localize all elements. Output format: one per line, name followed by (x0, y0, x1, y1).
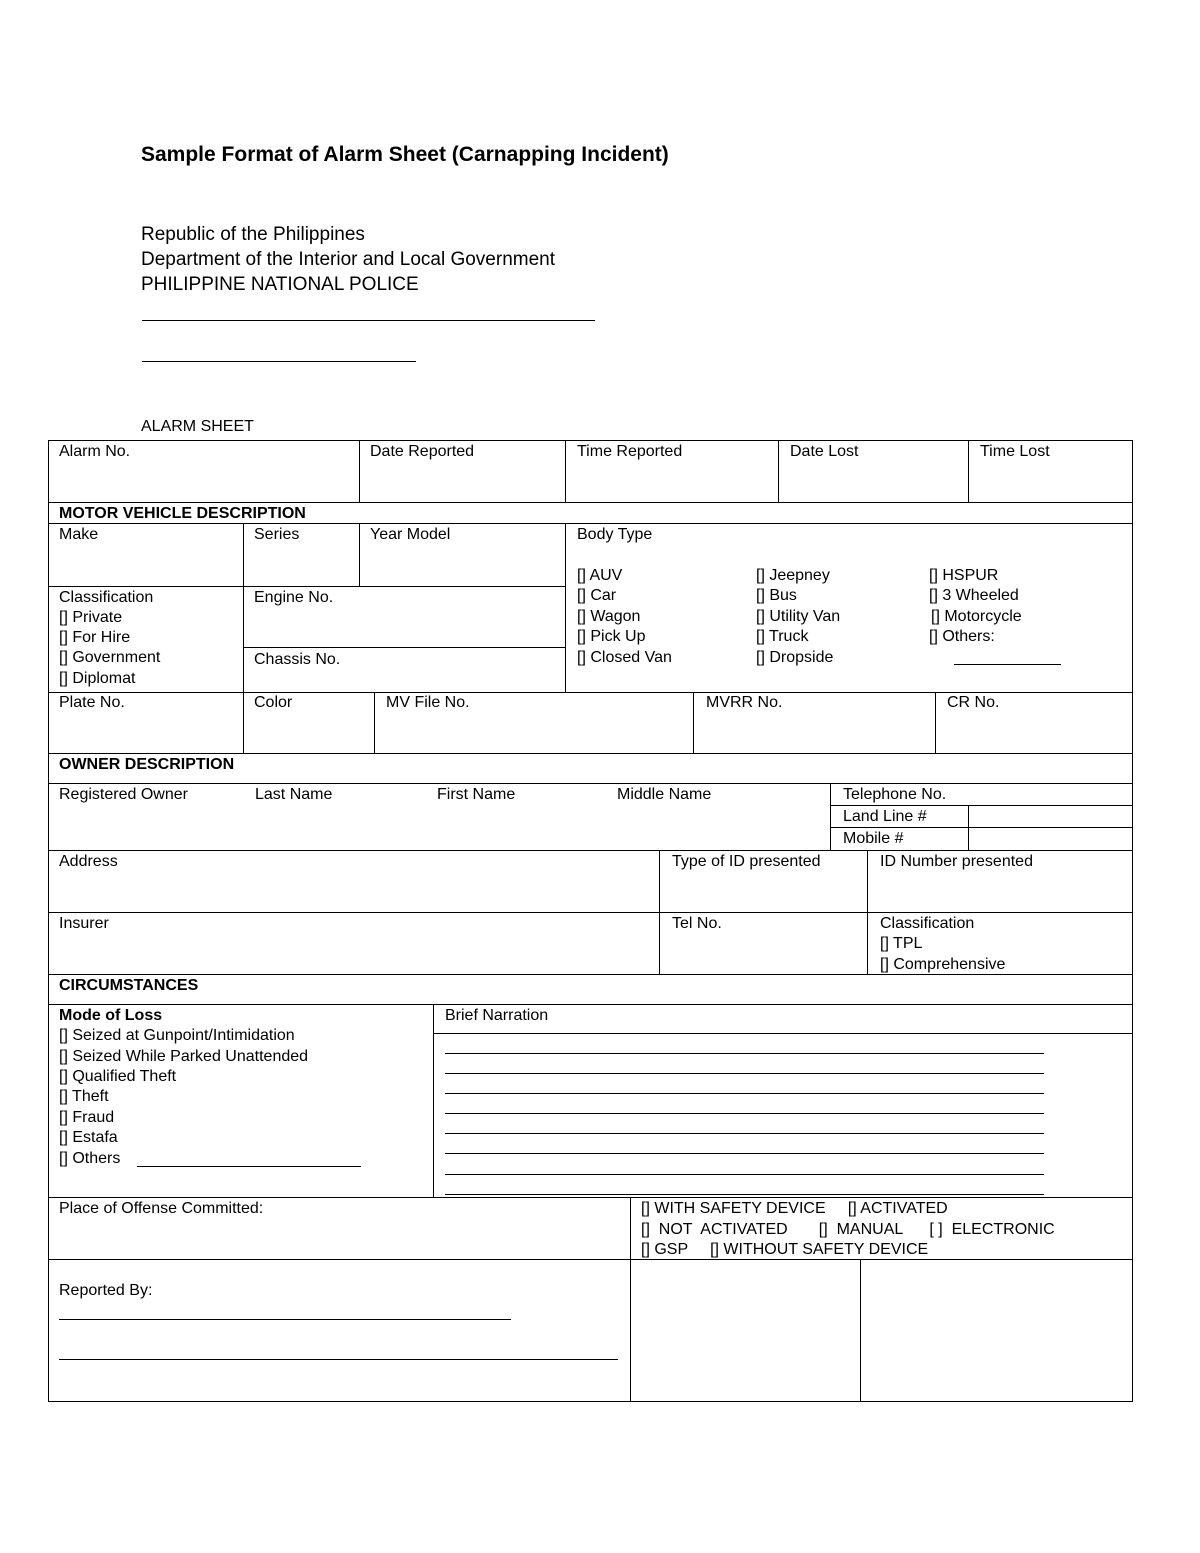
narration-line[interactable] (445, 1053, 1044, 1054)
alarm-no-field[interactable]: Alarm No. (59, 443, 131, 460)
divider (48, 753, 1133, 754)
narration-line[interactable] (445, 1194, 1044, 1195)
body-type-option[interactable]: [] Jeepney (756, 567, 830, 584)
address-field[interactable]: Address (59, 853, 118, 870)
mvd-heading: MOTOR VEHICLE DESCRIPTION (59, 505, 306, 522)
narration-line[interactable] (445, 1133, 1044, 1134)
body-type-option[interactable]: [] Pick Up (577, 628, 646, 645)
engine-no-field[interactable]: Engine No. (254, 589, 334, 606)
middle-name-field[interactable]: Middle Name (617, 786, 712, 803)
telephone-no-label: Telephone No. (843, 786, 947, 803)
type-of-id-field[interactable]: Type of ID presented (672, 853, 821, 870)
header-department: Department of the Interior and Local Government (141, 249, 556, 270)
divider (48, 523, 1133, 524)
narration-line[interactable] (445, 1093, 1044, 1094)
safety-device-options[interactable]: [] WITH SAFETY DEVICE [] ACTIVATED (641, 1200, 948, 1217)
divider (359, 440, 360, 502)
divider (48, 974, 1133, 975)
body-type-option[interactable]: [] Dropside (756, 649, 834, 666)
time-lost-field[interactable]: Time Lost (980, 443, 1050, 460)
tel-no-field[interactable]: Tel No. (672, 915, 722, 932)
owner-heading: OWNER DESCRIPTION (59, 756, 235, 773)
narration-line[interactable] (445, 1073, 1044, 1074)
divider (48, 850, 1133, 851)
classification-option[interactable]: [] Government (59, 649, 161, 666)
insurer-field[interactable]: Insurer (59, 915, 109, 932)
first-name-field[interactable]: First Name (437, 786, 516, 803)
divider (860, 1259, 861, 1401)
narration-line[interactable] (445, 1153, 1044, 1154)
mode-of-loss-option[interactable]: [] Qualified Theft (59, 1068, 177, 1085)
date-lost-field[interactable]: Date Lost (790, 443, 859, 460)
narration-line[interactable] (445, 1174, 1044, 1175)
color-field[interactable]: Color (254, 694, 293, 711)
header-republic: Republic of the Philippines (141, 224, 365, 245)
place-of-offense-field[interactable]: Place of Offense Committed: (59, 1200, 264, 1217)
divider (433, 1033, 1133, 1034)
divider (565, 440, 566, 502)
mode-of-loss-option[interactable]: [] Others (59, 1150, 121, 1167)
reported-by-line[interactable] (59, 1359, 618, 1360)
divider (48, 586, 565, 587)
divider (48, 783, 1133, 784)
divider (48, 1197, 1133, 1198)
brief-narration-label: Brief Narration (445, 1007, 549, 1024)
body-type-option[interactable]: [] Closed Van (577, 649, 672, 666)
last-name-field[interactable]: Last Name (255, 786, 333, 803)
mode-of-loss-option[interactable]: [] Fraud (59, 1109, 115, 1126)
time-reported-field[interactable]: Time Reported (577, 443, 683, 460)
body-type-option[interactable]: [] 3 Wheeled (929, 587, 1019, 604)
others-blank-line[interactable] (954, 664, 1061, 665)
mode-of-loss-option[interactable]: [] Estafa (59, 1129, 118, 1146)
body-type-option[interactable]: [] Utility Van (756, 608, 841, 625)
divider (359, 523, 360, 586)
reported-by-label: Reported By: (59, 1282, 153, 1299)
body-type-option[interactable]: [] HSPUR (929, 567, 999, 584)
mode-of-loss-option[interactable]: [] Seized at Gunpoint/Intimidation (59, 1027, 295, 1044)
safety-device-options[interactable]: [] GSP [] WITHOUT SAFETY DEVICE (641, 1241, 929, 1258)
make-field[interactable]: Make (59, 526, 99, 543)
plate-no-field[interactable]: Plate No. (59, 694, 125, 711)
body-type-option[interactable]: [] Bus (756, 587, 797, 604)
mode-of-loss-label: Mode of Loss (59, 1007, 163, 1024)
form-border-right (1132, 440, 1133, 1402)
insurance-option[interactable]: [] TPL (880, 935, 923, 952)
reported-by-line[interactable] (59, 1319, 511, 1320)
registered-owner-label: Registered Owner (59, 786, 188, 803)
divider (48, 502, 1133, 503)
divider (830, 827, 1133, 828)
circumstances-heading: CIRCUMSTANCES (59, 977, 199, 994)
date-reported-field[interactable]: Date Reported (370, 443, 475, 460)
cr-no-field[interactable]: CR No. (947, 694, 1000, 711)
divider (243, 647, 565, 648)
classification-option[interactable]: [] For Hire (59, 629, 131, 646)
mobile-field[interactable]: Mobile # (843, 830, 904, 847)
chassis-no-field[interactable]: Chassis No. (254, 651, 341, 668)
insurance-classification-label: Classification (880, 915, 975, 932)
insurance-option[interactable]: [] Comprehensive (880, 956, 1006, 973)
body-type-option[interactable]: [] Wagon (577, 608, 641, 625)
body-type-option[interactable]: [] Car (577, 587, 617, 604)
form-border-left (48, 440, 49, 1402)
form-border-top (48, 440, 1133, 441)
body-type-option[interactable]: [] Others: (929, 628, 995, 645)
others-mode-blank-line[interactable] (137, 1166, 361, 1167)
divider (48, 912, 1133, 913)
safety-device-options[interactable]: [] NOT ACTIVATED [] MANUAL [ ] ELECTRONIC (641, 1221, 1055, 1238)
divider (778, 440, 779, 502)
body-type-option[interactable]: [] AUV (577, 567, 623, 584)
divider (693, 692, 694, 753)
mvrr-no-field[interactable]: MVRR No. (706, 694, 783, 711)
mode-of-loss-option[interactable]: [] Seized While Parked Unattended (59, 1048, 309, 1065)
document-title: Sample Format of Alarm Sheet (Carnapping Incident) (141, 143, 669, 166)
classification-label: Classification (59, 589, 154, 606)
mode-of-loss-option[interactable]: [] Theft (59, 1088, 109, 1105)
series-field[interactable]: Series (254, 526, 300, 543)
classification-option[interactable]: [] Private (59, 609, 123, 626)
divider (48, 1004, 1133, 1005)
divider (968, 440, 969, 502)
divider (935, 692, 936, 753)
alarm-sheet-label: ALARM SHEET (141, 418, 254, 435)
header-pnp: PHILIPPINE NATIONAL POLICE (141, 274, 419, 295)
body-type-option[interactable]: [] Truck (756, 628, 809, 645)
divider (630, 1197, 631, 1401)
divider (830, 783, 831, 850)
id-number-field[interactable]: ID Number presented (880, 853, 1033, 870)
divider (830, 805, 1133, 806)
classification-option[interactable]: [] Diplomat (59, 670, 136, 687)
land-line-field[interactable]: Land Line # (843, 808, 927, 825)
body-type-option[interactable]: [] Motorcycle (931, 608, 1022, 625)
mv-file-no-field[interactable]: MV File No. (386, 694, 470, 711)
narration-line[interactable] (445, 1113, 1044, 1114)
divider (243, 692, 244, 753)
divider (243, 523, 244, 692)
body-type-label: Body Type (577, 526, 653, 543)
divider (374, 692, 375, 753)
divider (48, 1259, 1133, 1260)
form-border-bottom (48, 1401, 1133, 1402)
year-model-field[interactable]: Year Model (370, 526, 451, 543)
divider (565, 523, 566, 692)
